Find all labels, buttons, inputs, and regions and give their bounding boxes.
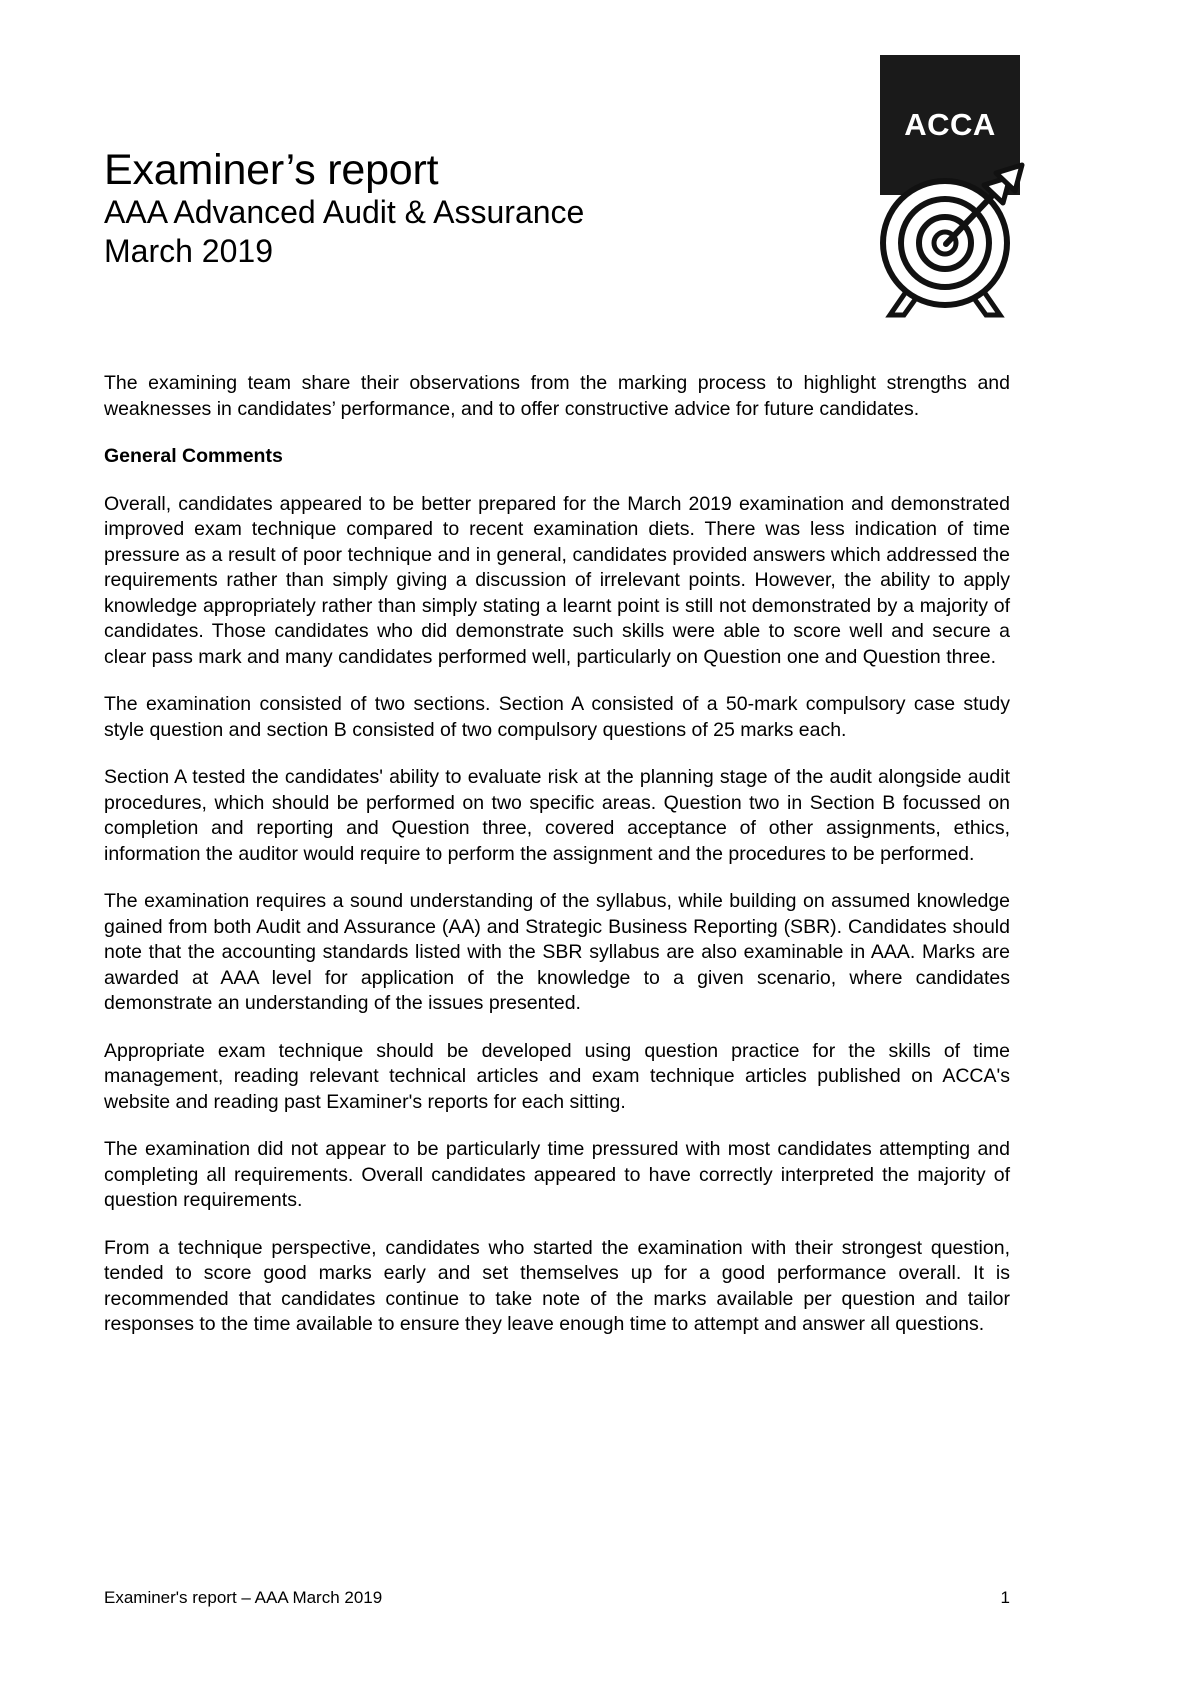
- body-paragraph: Appropriate exam technique should be developed using question practice for the skills of time management, reading relevant technical articles and exam technique articles published on ACCA's website and reading past Examiner's reports for each sitting.: [104, 1039, 1010, 1113]
- document-body: [104, 371, 1010, 1338]
- footer-page-number: 1: [1000, 1588, 1010, 1607]
- body-paragraph: From a technique perspective, candidates who started the examination with their strongest question, tended to score good marks early and set themselves up for a good performance overall. It is recommended that candidates continue to take note of the marks available per question and tailor responses to the time available to ensure they leave enough time to attempt and answer all questions.: [104, 1236, 1010, 1335]
- document-subtitle: AAA Advanced Audit & Assurance: [104, 193, 585, 230]
- document-date: March 2019: [104, 232, 273, 269]
- page-footer: [104, 1588, 1010, 1608]
- document-header: [0, 0, 1200, 350]
- intro-paragraph: The examining team share their observations from the marking process to highlight strengths and weaknesses in candidates’ performance, and to offer constructive advice for future candidates.: [104, 372, 1010, 420]
- page-title: Examiner’s report: [104, 146, 439, 194]
- target-with-arrow-icon: [860, 155, 1030, 320]
- section-heading-general-comments: General Comments: [104, 445, 283, 467]
- acca-logo: [855, 55, 1105, 355]
- title-block: [104, 148, 824, 271]
- body-paragraph: The examination requires a sound understanding of the syllabus, while building on assumed knowledge gained from both Audit and Assurance (AA) and Strategic Business Reporting (SBR). Candidates should note that the accounting standards listed with the SBR syllabus are also examinable in AAA. Marks are awarded at AAA level for application of the knowledge to a given scenario, where candidates demonstrate an understanding of the issues presented.: [104, 890, 1010, 1014]
- footer-document-label: Examiner's report – AAA March 2019: [104, 1588, 383, 1607]
- body-paragraph: Section A tested the candidates' ability to evaluate risk at the planning stage of the audit alongside audit procedures, which should be performed on two specific areas. Question two in Section B focussed on completion and reporting and Question three, covered acceptance of other assignments, ethics, information the auditor would require to perform the assignment and the procedures to be performed.: [104, 766, 1010, 865]
- body-paragraph: The examination consisted of two sections. Section A consisted of a 50-mark compulsory case study style question and section B consisted of two compulsory questions of 25 marks each.: [104, 693, 1010, 741]
- acca-wordmark: ACCA: [904, 107, 996, 142]
- body-paragraph: The examination did not appear to be particularly time pressured with most candidates attempting and completing all requirements. Overall candidates appeared to have correctly interpreted the majority of question requirements.: [104, 1138, 1010, 1211]
- body-paragraph: Overall, candidates appeared to be better prepared for the March 2019 examination and demonstrated improved exam technique compared to recent examination diets. There was less indication of time pressure as a result of poor technique and in general, candidates provided answers which addressed the requirements rather than simply giving a discussion of irrelevant points. However, the ability to apply knowledge appropriately rather than simply stating a learnt point is still not demonstrated by a majority of candidates. Those candidates who did demonstrate such skills were able to score well and secure a clear pass mark and many candidates performed well, particularly on Question one and Question three.: [104, 492, 1010, 668]
